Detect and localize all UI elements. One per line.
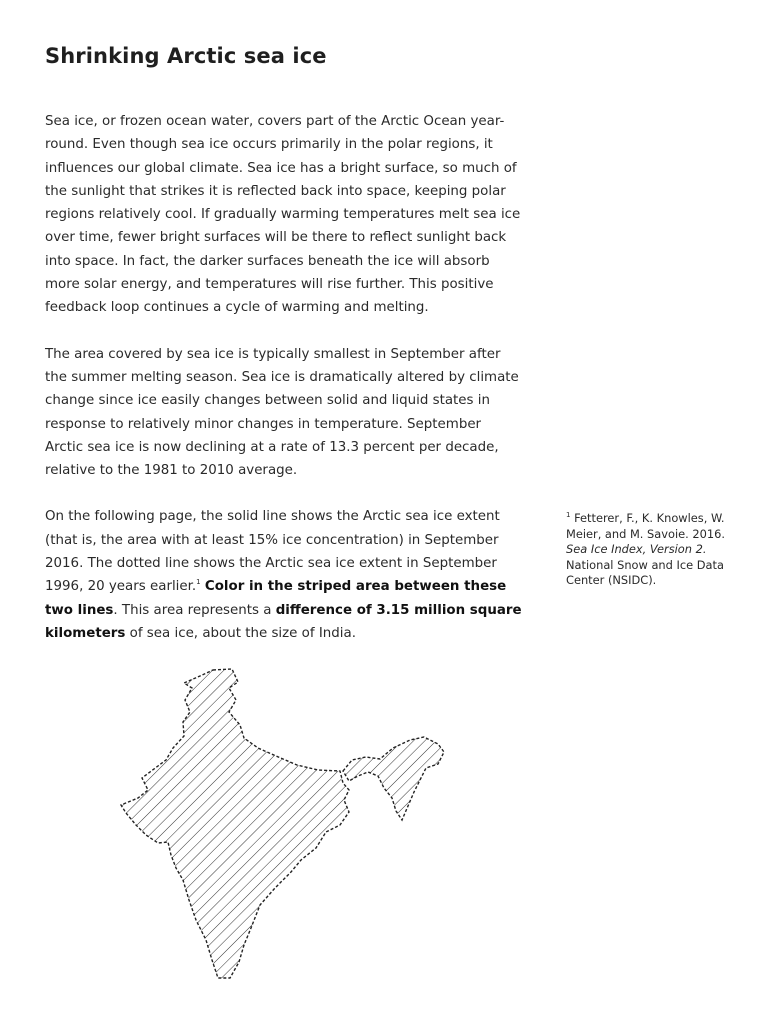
paragraph-instructions [45, 505, 523, 645]
paragraph-intro: Sea ice, or frozen ocean water, covers part of the Arctic Ocean year-round. Even though sea ice occurs primarily in the polar regions, it influences our global climate. Sea ice has a bright surface, so much of the sunlight that strikes it is reflected back into space, keeping polar regions relatively cool. If gradually warming temperatures melt sea ice over time, fewer bright surfaces will be there to reflect sunlight back into space. In fact, the darker surfaces beneath the ice will absorb more solar energy, and temperatures will rise further. This positive feedback loop continues a cycle of warming and melting. [45, 114, 521, 316]
india-northeast-shape [343, 737, 444, 820]
instruction-text-c: . This area represents a [113, 602, 276, 618]
page-title: Shrinking Arctic sea ice [45, 44, 327, 68]
paragraph-september-decline: The area covered by sea ice is typically smallest in September after the summer melting season. Sea ice is dramatically altered by climate change since ice easily changes between solid and liquid states in response to relatively minor changes in temperature. September Arctic sea ice is now declining at a rate of 13.3 percent per decade, relative to the 1981 to 2010 average. [45, 346, 519, 479]
instruction-bold-difference: difference of 3.15 million square kilometers [45, 602, 522, 641]
footnote-publisher: National Snow and Ice Data Center (NSIDC). [566, 557, 724, 588]
footnote [566, 511, 736, 589]
footnote-authors: Fetterer, F., K. Knowles, W. Meier, and M. Savoie. 2016. [566, 511, 725, 541]
instruction-bold-color-in: Color in the striped area between these two lines [45, 579, 507, 618]
india-mainland-shape [121, 669, 349, 978]
instruction-text-a: On the following page, the solid line shows the Arctic sea ice extent (that is, the area with at least 15% ice concentration) in September 2016. The dotted line shows the Arctic sea ice extent in September 1996, 20 years earlier. [45, 509, 500, 595]
footnote-mark: 1 [566, 511, 571, 520]
body-text-column [45, 110, 523, 668]
footnote-source-title: Sea Ice Index, Version 2. [566, 542, 707, 557]
instruction-text-d: of sea ice, about the size of India. [125, 625, 356, 641]
footnote-reference: 1 [196, 577, 201, 586]
